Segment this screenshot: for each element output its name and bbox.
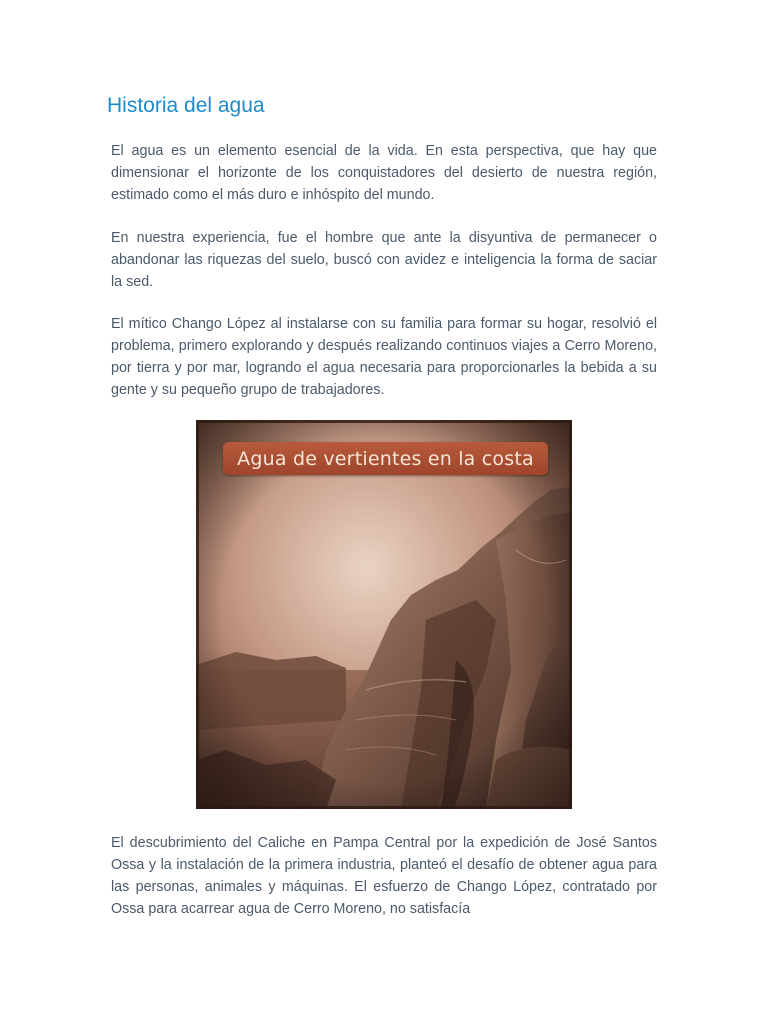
paragraph-2: En nuestra experiencia, fue el hombre que ante la disyuntiva de permanecer o abandonar las riquezas del suelo, buscó con avidez e inteligencia la forma de saciar la sed. [111, 230, 657, 290]
page-title: Historia del agua [107, 94, 265, 117]
sepia-cliff-illustration [196, 420, 572, 809]
coastal-cliff-image [196, 420, 572, 809]
paragraph-1: El agua es un elemento esencial de la vida. En esta perspectiva, que hay que dimensionar el horizonte de los conquistadores del desierto de nuestra región, estimado como el más duro e inhóspito del mundo. [111, 143, 657, 203]
paragraph-4: El descubrimiento del Caliche en Pampa Central por la expedición de José Santos Ossa y la instalación de la primera industria, planteó el desafío de obtener agua para las personas, animales y máquinas. El esfuerzo de Chango López, contratado por Ossa para acarrear agua de Cerro Moreno, no satisfacía [111, 835, 657, 917]
image-caption-text: Agua de vertientes en la costa [237, 447, 534, 470]
image-caption-banner [223, 442, 548, 475]
paragraph-3: El mítico Chango López al instalarse con su familia para formar su hogar, resolvió el problema, primero explorando y después realizando continuos viajes a Cerro Moreno, por tierra y por mar, logrando el agua necesaria para proporcionarles la bebida a su gente y su pequeño grupo de trabajadores. [111, 316, 657, 398]
